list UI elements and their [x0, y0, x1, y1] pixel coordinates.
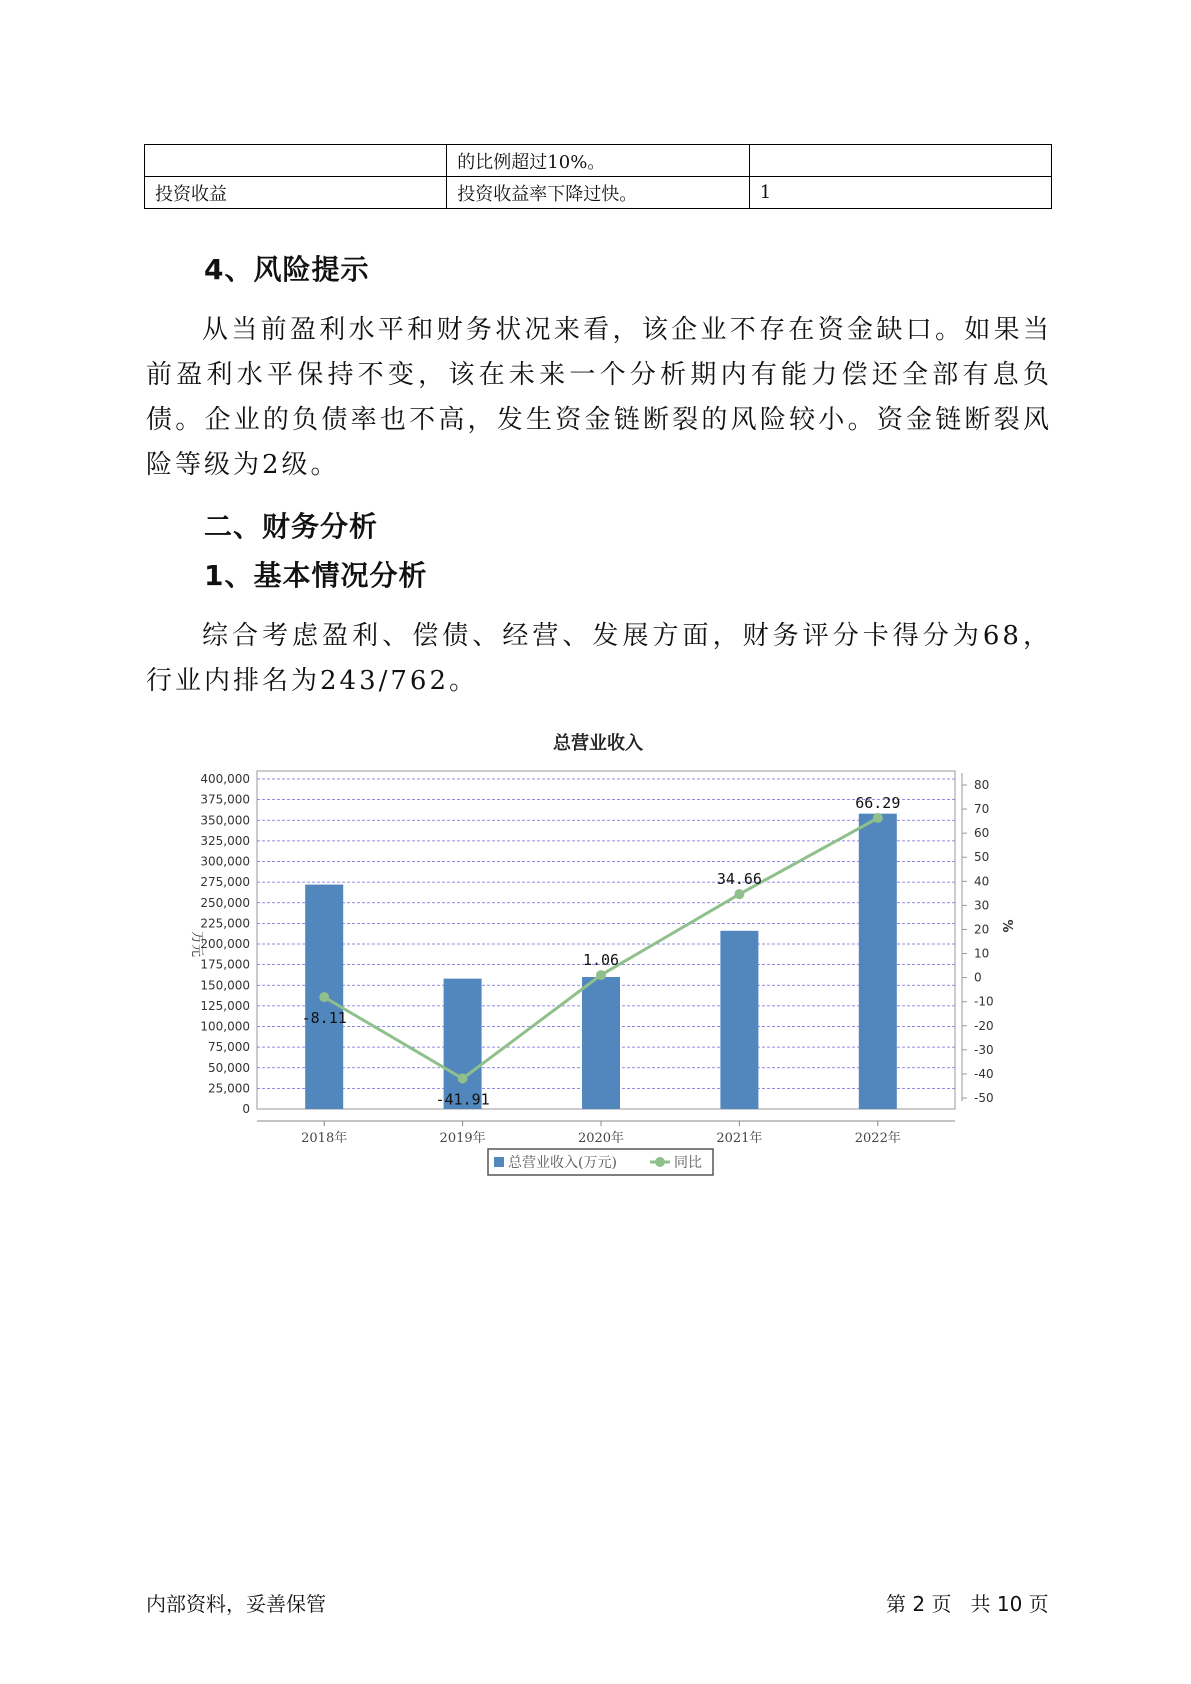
y2-tick-label: 20 — [974, 922, 990, 937]
y-tick-label: 150,000 — [200, 978, 250, 993]
finance-heading: 二、财务分析 — [204, 510, 379, 543]
yoy-data-label: 34.66 — [716, 870, 762, 889]
legend-bar-swatch — [494, 1157, 504, 1167]
bar-2019年 — [444, 979, 482, 1109]
risk-table — [144, 144, 1052, 209]
legend-bar-label: 总营业收入(万元) — [508, 1155, 617, 1171]
y2-tick-label: 80 — [974, 778, 990, 792]
table-cell: 投资收益 — [145, 177, 447, 209]
x-tick-label: 2018年 — [301, 1131, 348, 1146]
y2-tick-label: -30 — [974, 1042, 994, 1057]
bar-2022年 — [859, 814, 897, 1109]
y-axis-label: 万元 — [189, 930, 204, 958]
yoy-data-label: 1.06 — [582, 951, 620, 970]
x-tick-label: 2019年 — [439, 1131, 486, 1146]
footer-page-number: 第 2 页 共 10 页 — [886, 1592, 1049, 1616]
footer-left: 内部资料，妥善保管 — [146, 1592, 326, 1616]
table-cell: 1 — [749, 177, 1051, 209]
legend-line-label: 同比 — [674, 1155, 702, 1171]
yoy-point — [873, 813, 883, 823]
y2-axis-label: % — [999, 919, 1014, 933]
y-tick-label: 175,000 — [200, 957, 250, 972]
chart-title: 总营业收入 — [553, 733, 643, 754]
y-tick-label: 400,000 — [200, 772, 250, 786]
bar-2020年 — [582, 977, 620, 1109]
y-tick-label: 300,000 — [200, 854, 250, 869]
basic-heading: 1、基本情况分析 — [204, 559, 428, 592]
yoy-data-label: 66.29 — [855, 794, 901, 813]
y-tick-label: 125,000 — [200, 998, 250, 1013]
table-row — [145, 177, 1052, 209]
y2-tick-label: 10 — [974, 946, 990, 961]
x-tick-label: 2022年 — [854, 1131, 901, 1146]
revenue-chart — [175, 725, 1015, 1185]
y-tick-label: 50,000 — [208, 1060, 250, 1075]
y2-tick-label: -10 — [974, 994, 994, 1009]
table-row — [145, 145, 1052, 177]
y2-tick-label: 0 — [974, 970, 982, 985]
y2-tick-label: 60 — [974, 826, 990, 841]
yoy-point — [458, 1074, 468, 1084]
x-tick-label: 2021年 — [716, 1131, 763, 1146]
y-tick-label: 100,000 — [200, 1019, 250, 1034]
y2-tick-label: -20 — [974, 1018, 994, 1033]
bar-2021年 — [720, 931, 758, 1109]
y-tick-label: 25,000 — [208, 1081, 250, 1096]
y-tick-label: 75,000 — [208, 1040, 250, 1055]
table-cell: 的比例超过10%。 — [447, 145, 749, 177]
yoy-point — [596, 970, 606, 980]
y-tick-label: 325,000 — [200, 833, 250, 848]
risk-paragraph: 从当前盈利水平和财务状况来看，该企业不存在资金缺口。如果当前盈利水平保持不变，该在未来一个分析期内有能力偿还全部有息负债。企业的负债率也不高，发生资金链断裂的风险较小。资金链断裂风险等级为2级。 — [146, 315, 1052, 480]
table-cell — [145, 145, 447, 177]
table-cell: 投资收益率下降过快。 — [447, 177, 749, 209]
y-tick-label: 275,000 — [200, 875, 250, 890]
chart-plot-area — [189, 771, 1014, 1175]
y-tick-label: 250,000 — [200, 895, 250, 910]
y2-tick-label: -40 — [974, 1066, 994, 1081]
y2-tick-label: 70 — [974, 802, 990, 817]
y-tick-label: 350,000 — [200, 813, 250, 828]
y2-tick-label: 50 — [974, 850, 990, 865]
y2-tick-label: 30 — [974, 898, 990, 913]
table-cell — [749, 145, 1051, 177]
yoy-data-label: -8.11 — [301, 1009, 347, 1028]
y2-tick-label: 40 — [974, 874, 990, 889]
y-tick-label: 200,000 — [200, 937, 250, 951]
yoy-data-label: -41.91 — [435, 1090, 490, 1109]
legend-line-marker — [655, 1157, 665, 1167]
yoy-point — [734, 889, 744, 899]
basic-paragraph: 综合考虑盈利、偿债、经营、发展方面，财务评分卡得分为68，行业内排名为243/762。 — [146, 621, 1052, 696]
y-tick-label: 225,000 — [200, 916, 250, 931]
yoy-point — [319, 992, 329, 1002]
risk-heading: 4、风险提示 — [204, 253, 370, 286]
y-tick-label: 0 — [242, 1102, 250, 1116]
x-tick-label: 2020年 — [577, 1131, 625, 1146]
y-tick-label: 375,000 — [200, 792, 250, 807]
y2-tick-label: -50 — [974, 1091, 994, 1105]
